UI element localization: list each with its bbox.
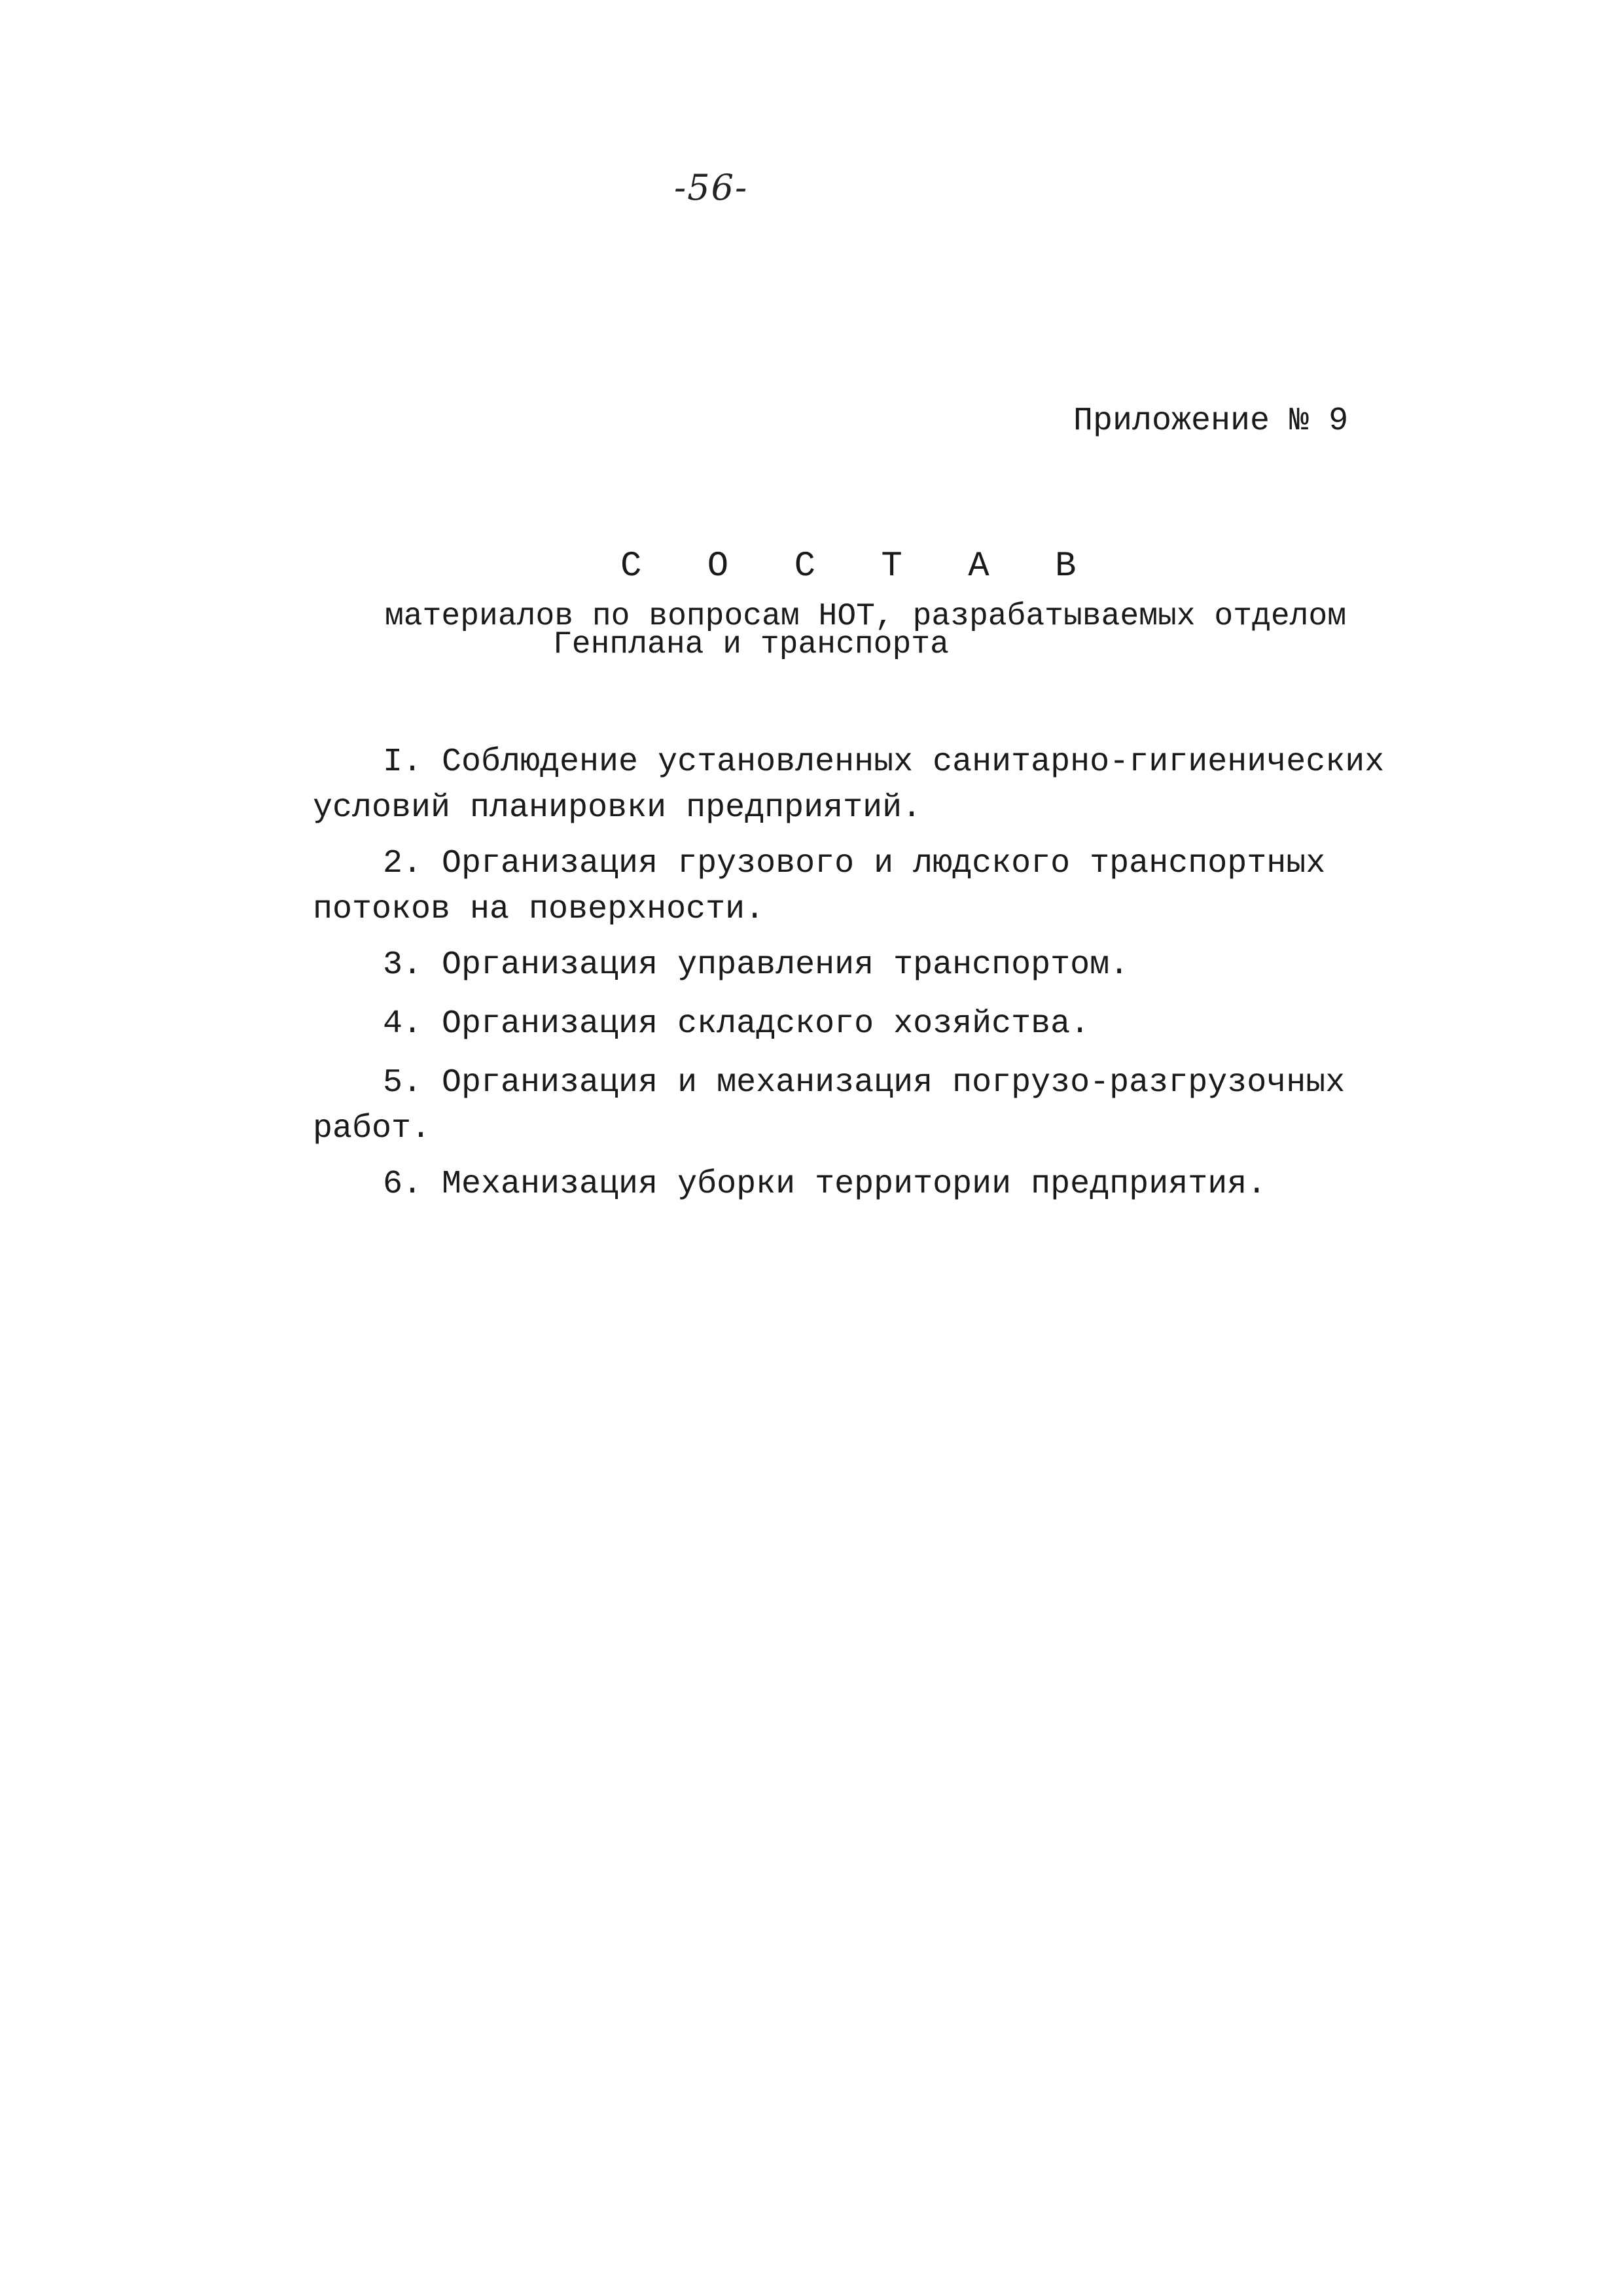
list-item-6: 6. Механизация уборки территории предприятия. bbox=[383, 1166, 1267, 1203]
list-item-5-line-1: 5. Организация и механизация погрузо-разгрузочных bbox=[383, 1064, 1346, 1102]
list-item-4: 4. Организация складского хозяйства. bbox=[383, 1005, 1090, 1043]
list-item-1-line-1: I. Соблюдение установленных санитарно-гигиенических bbox=[383, 744, 1385, 781]
list-item-2-line-2: потоков на поверхности. bbox=[313, 891, 765, 928]
list-item-5-line-2: работ. bbox=[313, 1110, 431, 1147]
list-item-2-line-1: 2. Организация грузового и людского транспортных bbox=[383, 845, 1326, 882]
appendix-label: Приложение № 9 bbox=[1073, 403, 1349, 440]
list-item-1-line-2: условий планировки предприятий. bbox=[313, 789, 922, 827]
document-subtitle-line-1: материалов по вопросам НОТ, разрабатываемых отделом bbox=[385, 599, 1347, 634]
document-subtitle-line-2: Генплана и транспорта bbox=[553, 627, 949, 662]
document-title: С О С Т А В bbox=[620, 547, 1099, 586]
list-item-3: 3. Организация управления транспортом. bbox=[383, 946, 1130, 984]
page-number: -56- bbox=[674, 167, 749, 208]
